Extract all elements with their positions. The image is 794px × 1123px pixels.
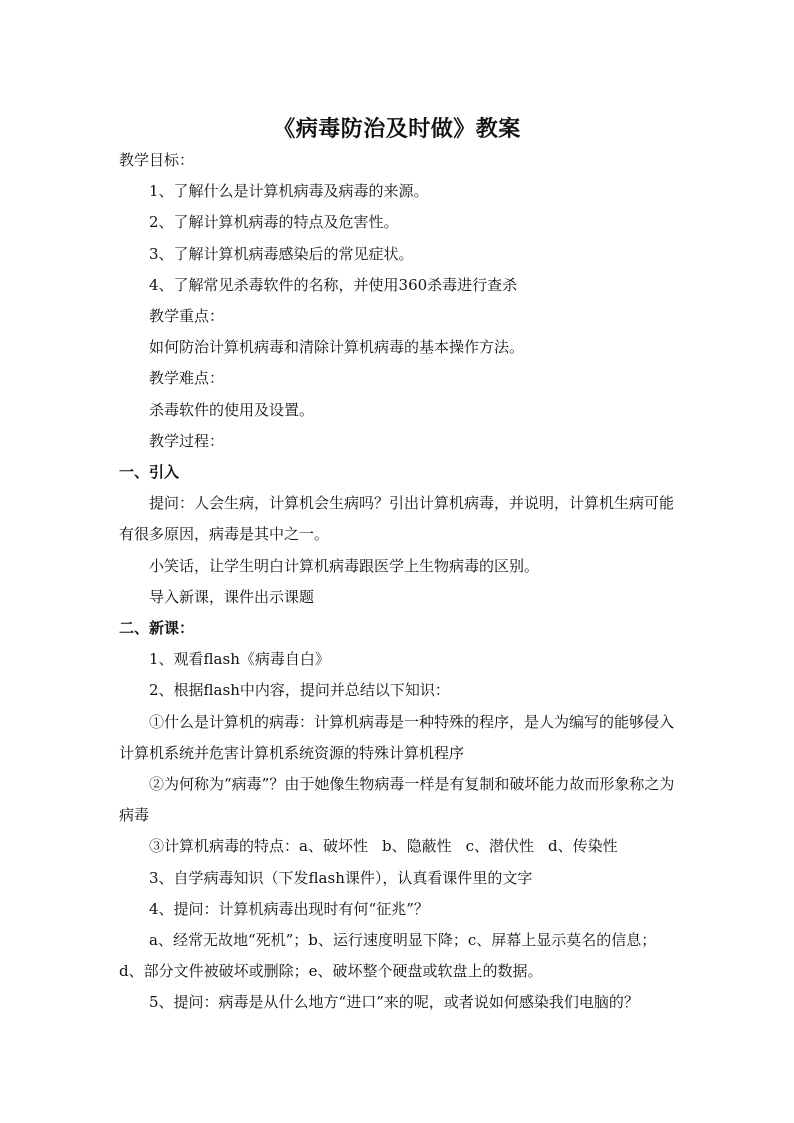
paragraph: ①什么是计算机的病毒：计算机病毒是一种特殊的程序，是人为编写的能够侵入计算机系统并危害计算机系统资源的特殊计算机程序 <box>119 712 675 762</box>
objective-item: 3、了解计算机病毒感染后的常见症状。 <box>149 244 414 263</box>
paragraph: 5、提问：病毒是从什么地方“进口”来的呢，或者说如何感染我们电脑的？ <box>149 993 639 1012</box>
feature-item: b、隐蔽性 <box>381 837 452 856</box>
feature-item: a、破坏性 <box>299 837 368 856</box>
feature-item: d、传染性 <box>547 837 618 856</box>
paragraph: a、经常无故地“死机”；b、运行速度明显下降；c、屏幕上显示莫名的信息；d、部分文件被破坏或删除；e、破坏整个硬盘或软盘上的数据。 <box>119 931 657 981</box>
paragraph: 导入新课，课件出示课题 <box>149 587 315 606</box>
difficulty-text: 杀毒软件的使用及设置。 <box>149 400 315 419</box>
focus-label: 教学重点： <box>149 307 225 326</box>
paragraph: 小笑话，让学生明白计算机病毒跟医学上生物病毒的区别。 <box>149 556 540 575</box>
paragraph: 3、自学病毒知识（下发flash课件），认真看课件里的文字 <box>149 868 533 887</box>
objective-item: 1、了解什么是计算机病毒及病毒的来源。 <box>149 182 429 201</box>
feature-item: c、潜伏性 <box>465 837 534 856</box>
virus-features-line <box>119 831 679 862</box>
paragraph: 2、根据flash中内容，提问并总结以下知识： <box>149 681 450 700</box>
section-heading-new-lesson: 二、新课： <box>119 619 195 638</box>
objective-item: 4、了解常见杀毒软件的名称，并使用360杀毒进行查杀 <box>149 275 518 294</box>
paragraph: 提问：人会生病，计算机会生病吗？引出计算机病毒，并说明，计算机生病可能有很多原因，病毒是其中之一。 <box>119 494 675 544</box>
objectives-label: 教学目标： <box>119 151 195 169</box>
paragraph: ②为何称为“病毒”？由于她像生物病毒一样是有复制和破坏能力故而形象称之为病毒 <box>119 775 675 825</box>
process-label: 教学过程： <box>149 431 225 450</box>
focus-text: 如何防治计算机病毒和清除计算机病毒的基本操作方法。 <box>149 338 525 357</box>
document-title: 《病毒防治及时做》教案 <box>273 117 521 142</box>
virus-features-lead: ③计算机病毒的特点： <box>149 837 300 856</box>
paragraph: 4、提问：计算机病毒出现时有何“征兆”？ <box>149 899 429 918</box>
objective-item: 2、了解计算机病毒的特点及危害性。 <box>149 213 399 232</box>
section-heading-intro: 一、引入 <box>119 463 180 482</box>
document-body <box>119 145 679 1019</box>
paragraph: 1、观看flash《病毒自白》 <box>149 650 330 669</box>
difficulty-label: 教学难点： <box>149 369 225 388</box>
